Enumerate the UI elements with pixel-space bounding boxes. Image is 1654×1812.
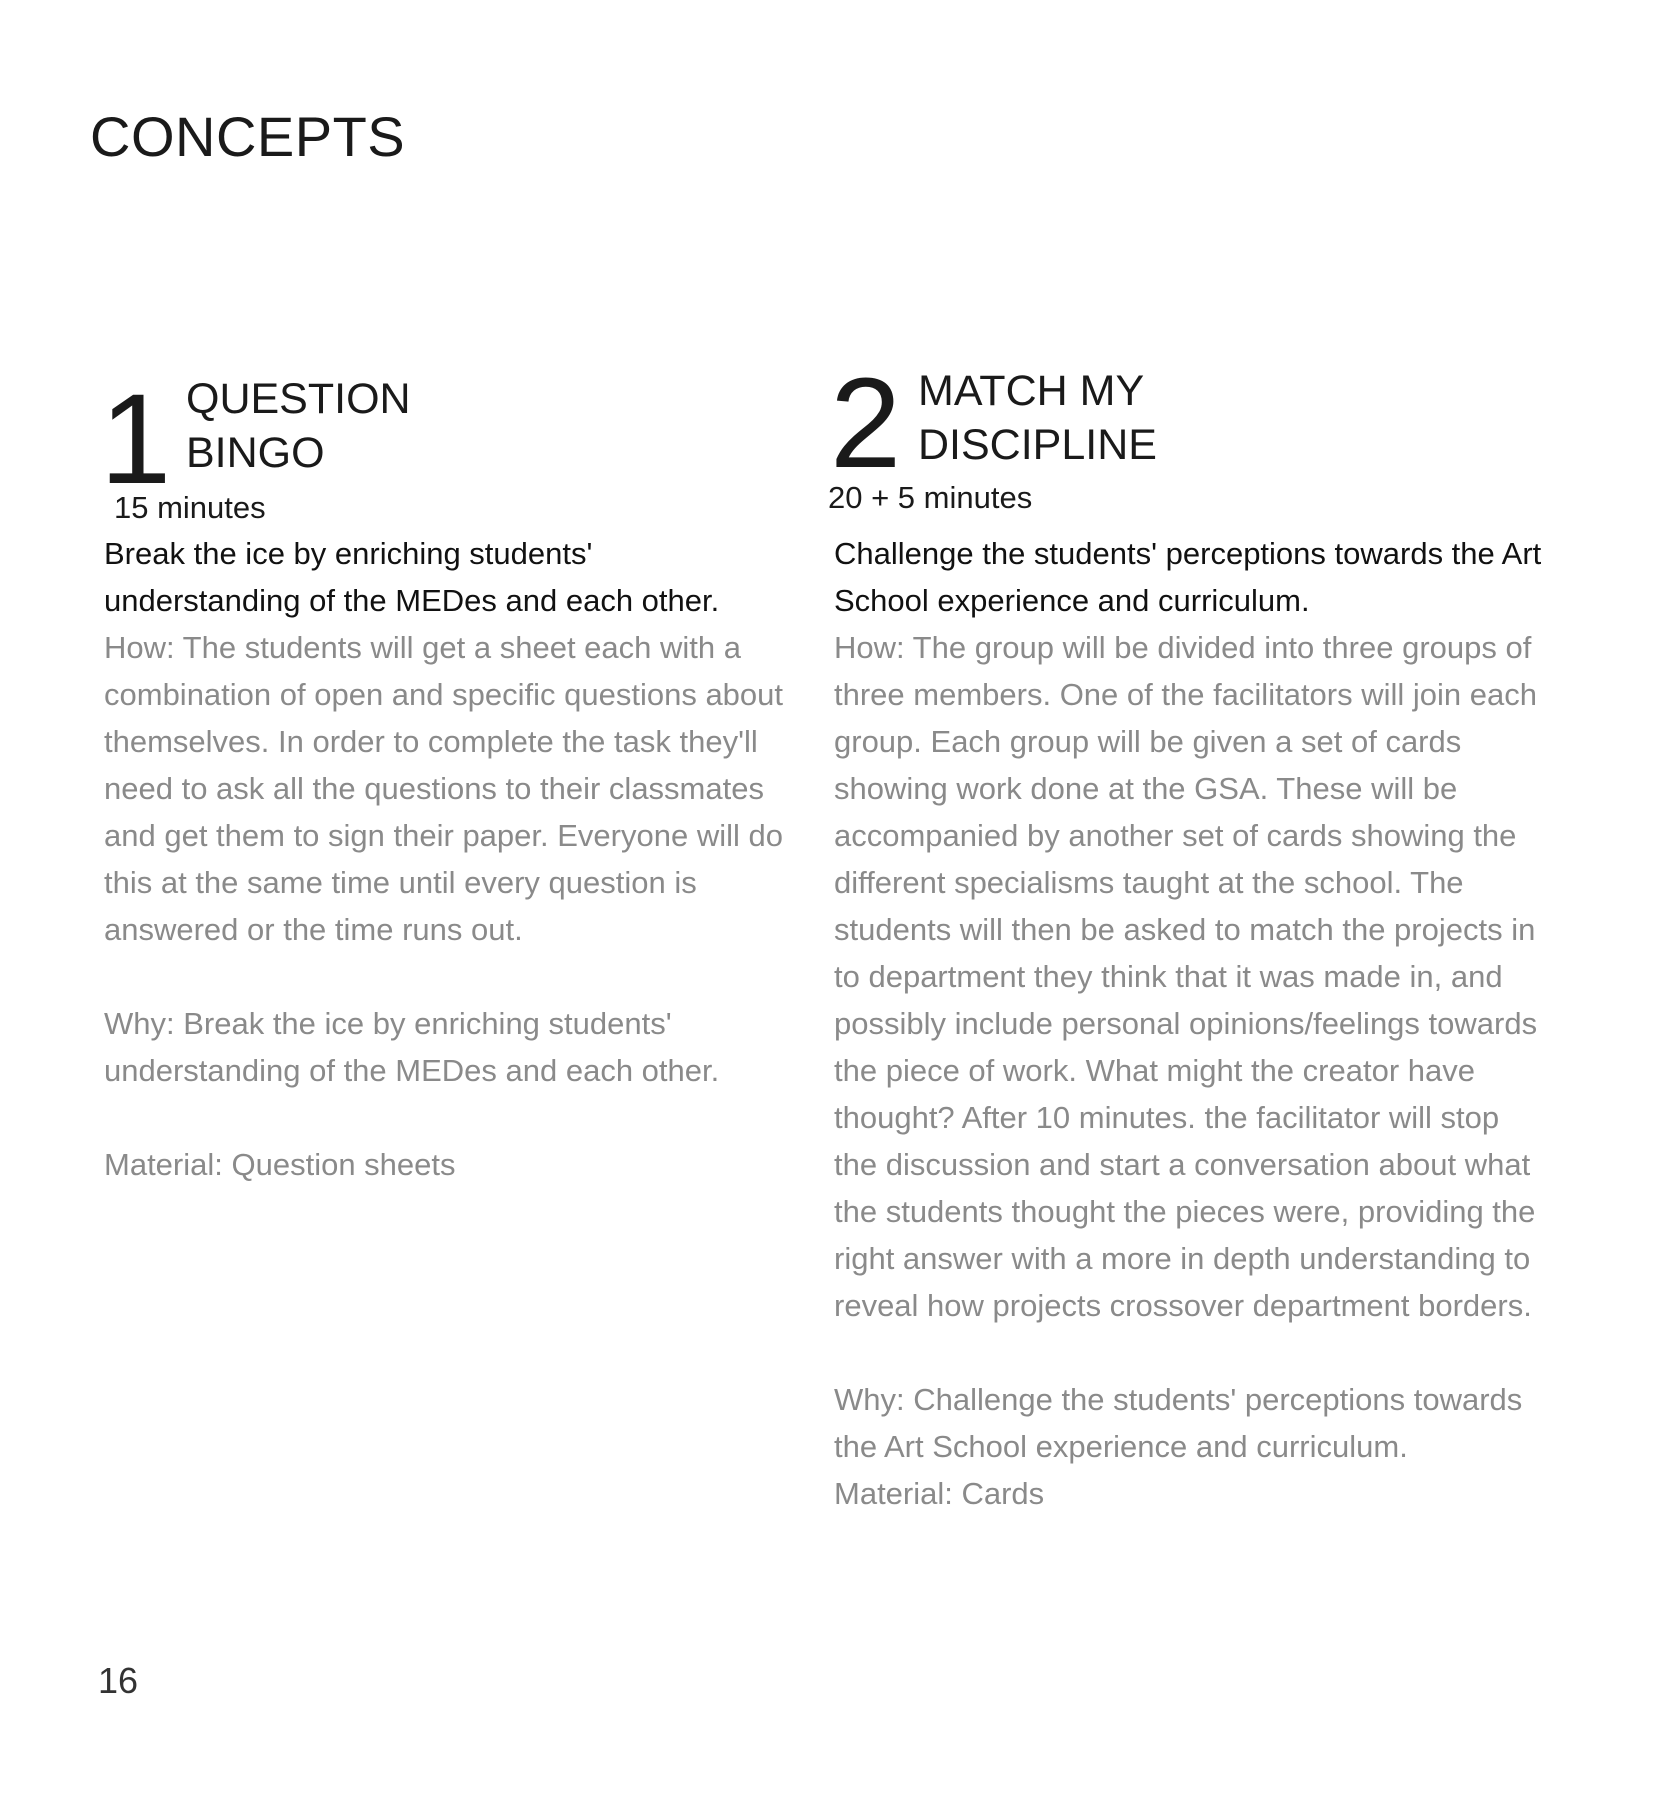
concept-title bbox=[186, 372, 411, 480]
concept-details bbox=[104, 624, 794, 1188]
concept-why: Why: Challenge the students' perceptions towards the Art School experience and curriculum. bbox=[834, 1382, 1523, 1464]
concept-body bbox=[834, 530, 1550, 1517]
concept-title bbox=[918, 364, 1157, 472]
page-title: CONCEPTS bbox=[90, 105, 406, 168]
concept-details bbox=[834, 624, 1550, 1517]
concept-duration: 20 + 5 minutes bbox=[828, 480, 1033, 515]
concept-title-line2: DISCIPLINE bbox=[918, 421, 1157, 469]
concept-duration: 15 minutes bbox=[114, 490, 266, 525]
concept-number: 2 bbox=[830, 352, 902, 495]
concept-material: Material: Question sheets bbox=[104, 1147, 456, 1182]
concept-summary: Challenge the students' perceptions towards the Art School experience and curriculum. bbox=[834, 536, 1542, 618]
concept-why: Why: Break the ice by enriching students' understanding of the MEDes and each other. bbox=[104, 1006, 720, 1088]
concept-how: How: The students will get a sheet each with a combination of open and specific questions about themselves. In order to complete the task they'll need to ask all the questions to their classmates and get them to sign their paper. Everyone will do this at the same time until every question is answered or the time runs out. bbox=[104, 630, 784, 947]
concept-summary: Break the ice by enriching students' understanding of the MEDes and each other. bbox=[104, 536, 720, 618]
concept-title-line1: MATCH MY bbox=[918, 367, 1145, 415]
page-number: 16 bbox=[98, 1660, 139, 1701]
concept-material: Material: Cards bbox=[834, 1476, 1045, 1511]
concept-title-line1: QUESTION bbox=[186, 375, 411, 423]
concept-number: 1 bbox=[100, 368, 172, 511]
concept-body bbox=[104, 530, 794, 1188]
concept-title-line2: BINGO bbox=[186, 429, 325, 477]
concept-how: How: The group will be divided into three groups of three members. One of the facilitators will join each group. Each group will be given a set of cards showing work done at the GSA. These will be accompanied by another set of cards showing the different specialisms taught at the school. The students will then be asked to match the projects in to department they think that it was made in, and possibly include personal opinions/feelings towards the piece of work. What might the creator have thought? After 10 minutes. the facilitator will stop the discussion and start a conversation about what the students thought the pieces were, providing the right answer with a more in depth understanding to reveal how projects crossover department borders. bbox=[834, 630, 1538, 1323]
